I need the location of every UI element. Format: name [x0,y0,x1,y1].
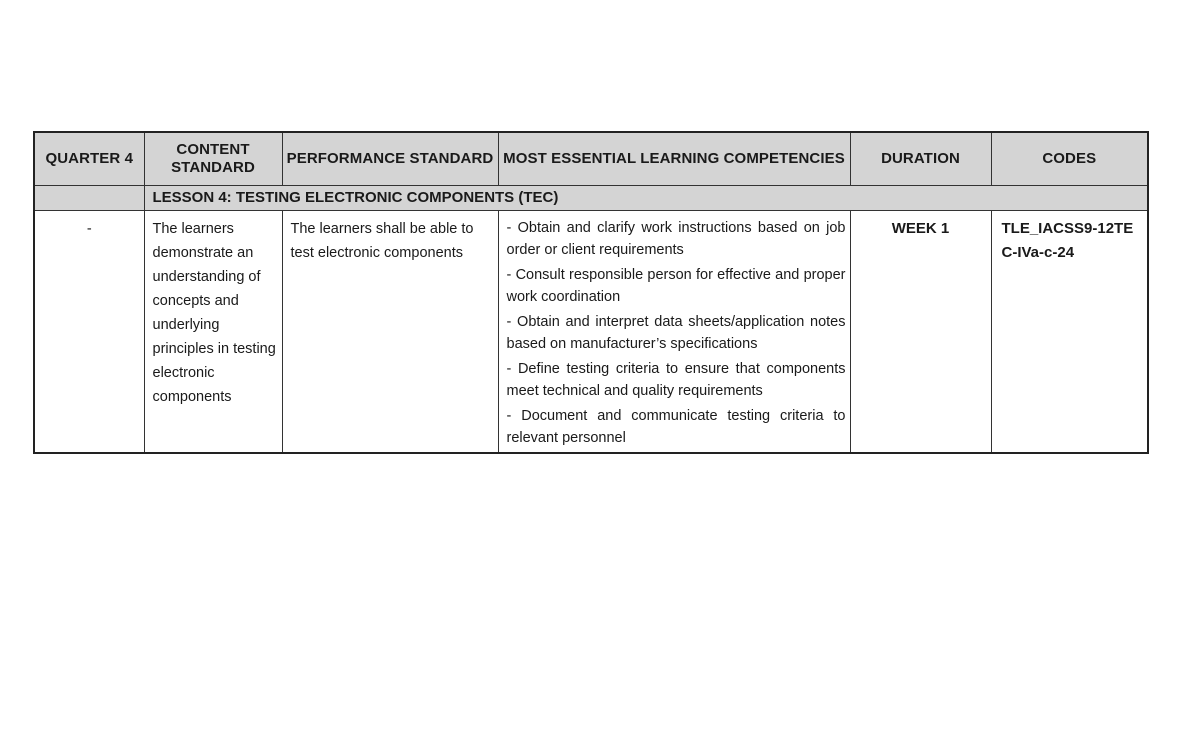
competencies-cell [498,211,850,454]
codes-cell [991,211,1148,454]
lesson-spacer-cell [34,186,144,211]
duration-cell [850,211,991,454]
code-value: TLE_IACSS9-12TEC-IVa-c-24 [1001,220,1134,261]
competencies-list [499,211,850,449]
header-competencies: MOST ESSENTIAL LEARNING COMPETENCIES [498,132,850,186]
duration-value: WEEK 1 [891,220,950,237]
content-standard-cell [144,211,282,454]
competency-item: - Obtain and clarify work instructions based on job order or client requirements [506,220,846,258]
competency-item: - Consult responsible person for effective and proper work coordination [506,267,846,305]
header-content-standard: CONTENT STANDARD [144,132,282,186]
content-standard-text: The learners demonstrate an understanding of concepts and underlying principles in testing electronic components [152,221,276,405]
lesson-title-cell [144,186,1148,211]
lesson-row [34,186,1148,211]
quarter-cell [34,211,144,454]
competency-item: - Define testing criteria to ensure that components meet technical and quality requirements [506,361,846,399]
performance-standard-text: The learners shall be able to test electronic components [290,221,474,261]
competency-item: - Obtain and interpret data sheets/application notes based on manufacturer’s specifications [506,314,846,352]
table-row [34,211,1148,454]
performance-standard-cell [282,211,498,454]
lesson-title: LESSON 4: TESTING ELECTRONIC COMPONENTS (TEC) [152,189,559,206]
curriculum-table [33,131,1149,454]
quarter-value: - [86,221,92,237]
header-duration: DURATION [850,132,991,186]
header-quarter: QUARTER 4 [34,132,144,186]
header-performance-standard: PERFORMANCE STANDARD [282,132,498,186]
header-row [34,132,1148,186]
header-codes: CODES [991,132,1148,186]
competency-item: - Document and communicate testing criteria to relevant personnel [506,408,846,446]
